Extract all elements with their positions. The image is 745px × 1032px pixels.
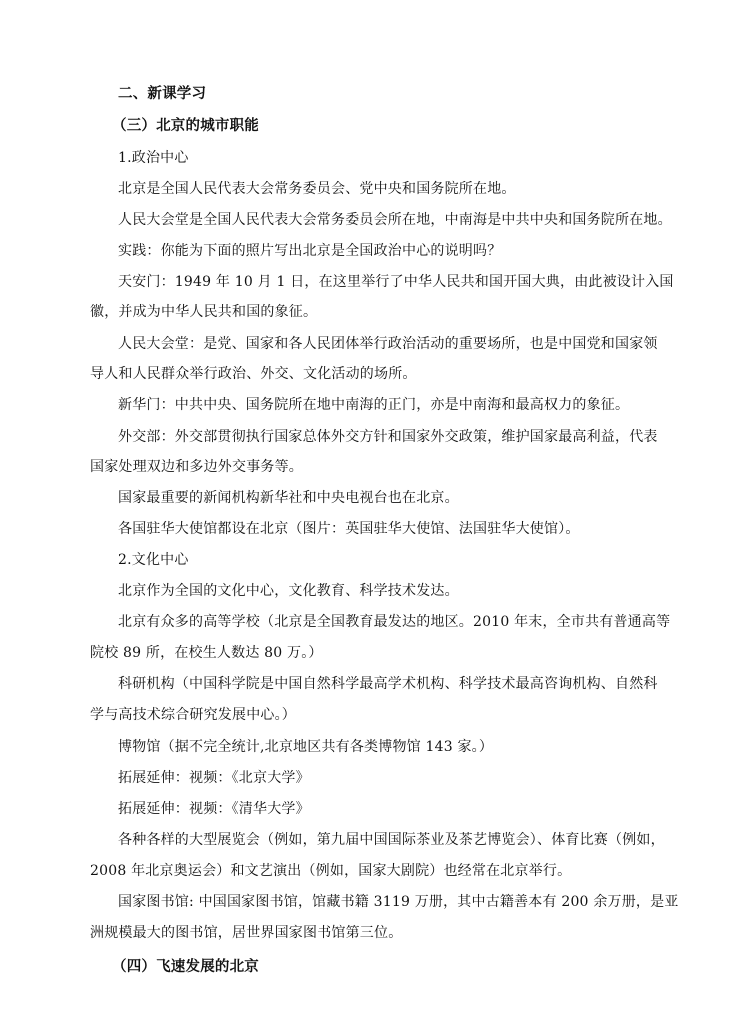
section-heading: 二、新课学习	[118, 85, 207, 102]
paragraph-line: 人民大会堂：是党、国家和各人民团体举行政治活动的重要场所，也是中国党和国家领	[118, 336, 658, 352]
paragraph-line: 2008 年北京奥运会）和文艺演出（例如，国家大剧院）也经常在北京举行。	[90, 863, 572, 879]
paragraph-line: 院校 89 所，在校生人数达 80 万。）	[90, 645, 323, 661]
paragraph-line: 各种各样的大型展览会（例如，第九届中国国际茶业及茶艺博览会）、体育比赛（例如，	[118, 832, 665, 848]
paragraph-line: 科研机构（中国科学院是中国自然科学最高学术机构、科学技术最高咨询机构、自然科	[118, 676, 658, 692]
paragraph-line: 北京是全国人民代表大会常务委员会、党中央和国务院所在地。	[118, 181, 516, 197]
paragraph-line: 国家图书馆: 中国国家图书馆，馆藏书籍 3119 万册，其中古籍善本有 200 余万册，是亚	[118, 894, 679, 910]
paragraph-line: 天安门：1949 年 10 月 1 日，在这里举行了中华人民共和国开国大典，由此被设计入国	[118, 274, 674, 290]
paragraph-line: 徽，并成为中华人民共和国的象征。	[90, 304, 318, 320]
paragraph-line: 实践：你能为下面的照片写出北京是全国政治中心的说明吗？	[118, 243, 502, 259]
subsection-heading: （四）飞速发展的北京	[112, 958, 259, 975]
paragraph-line: 北京有众多的高等学校（北京是全国教育最发达的地区。2010 年末，全市共有普通高等	[118, 614, 671, 630]
subsection-heading: （三）北京的城市职能	[112, 117, 259, 134]
topic-heading: 1.政治中心	[118, 150, 189, 166]
paragraph-line: 各国驻华大使馆都设在北京（图片：英国驻华大使馆、法国驻华大使馆）。	[118, 521, 580, 537]
paragraph-line: 导人和人民群众举行政治、外交、文化活动的场所。	[90, 366, 417, 382]
paragraph-line: 国家最重要的新闻机构新华社和中央电视台也在北京。	[118, 490, 459, 506]
paragraph-line: 拓展延伸：视频：《清华大学》	[118, 801, 310, 817]
paragraph-line: 国家处理双边和多边外交事务等。	[90, 459, 303, 475]
paragraph-line: 拓展延伸：视频：《北京大学》	[118, 770, 310, 786]
topic-heading: 2.文化中心	[118, 552, 189, 568]
paragraph-line: 人民大会堂是全国人民代表大会常务委员会所在地，中南海是中共中央和国务院所在地。	[118, 212, 672, 228]
paragraph-line: 北京作为全国的文化中心，文化教育、科学技术发达。	[118, 583, 459, 599]
paragraph-line: 学与高技术综合研究发展中心。）	[90, 707, 296, 723]
paragraph-line: 洲规模最大的图书馆，居世界国家图书馆第三位。	[90, 925, 403, 941]
paragraph-line: 博物馆（据不完全统计,北京地区共有各类博物馆 143 家。）	[118, 739, 494, 755]
paragraph-line: 新华门：中共中央、国务院所在地中南海的正门，亦是中南海和最高权力的象征。	[118, 397, 630, 413]
paragraph-line: 外交部：外交部贯彻执行国家总体外交方针和国家外交政策，维护国家最高利益，代表	[118, 429, 658, 445]
